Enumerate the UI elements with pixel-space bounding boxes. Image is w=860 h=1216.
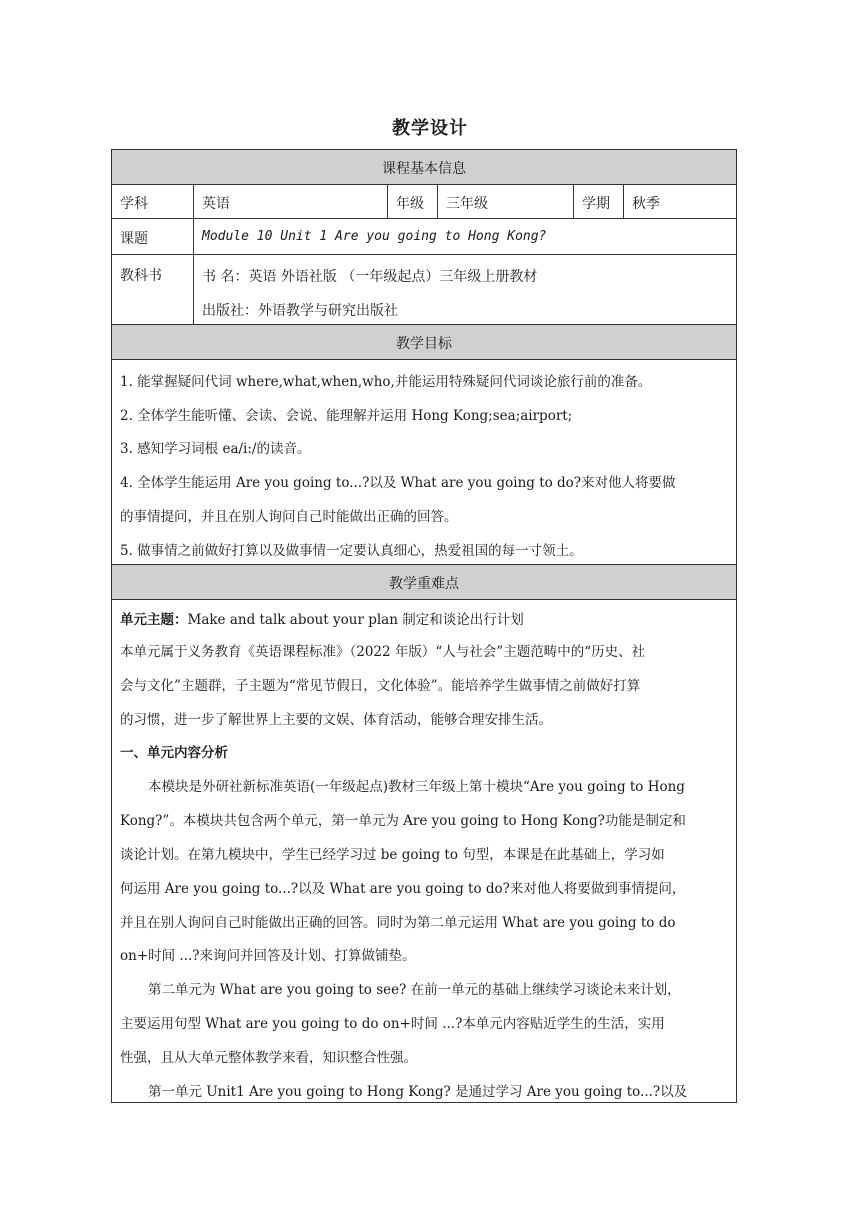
keypoints-body: [112, 600, 736, 1102]
info-row-topic: [112, 219, 736, 255]
body-line: 会与文化”主题群，子主题为“常见节假日，文化体验”。能培养学生做事情之前做好打算: [120, 678, 641, 694]
term-label: 学期: [582, 196, 610, 212]
grade-label: 年级: [396, 196, 424, 212]
analysis-line: 并且在别人询问自己时能做出正确的回答。同时为第二单元运用 What are you going to do: [120, 915, 676, 931]
section-keypoints-title: 教学重难点: [389, 576, 459, 592]
analysis-line: Kong?”。本模块共包含两个单元，第一单元为 Are you going to Hong Kong?功能是制定和: [120, 813, 686, 829]
textbook-label: 教科书: [120, 268, 162, 284]
goal-item: 4. 全体学生能运用 Are you going to...?以及 What are you going to do?来对他人将要做: [120, 475, 676, 491]
body-line: 本单元属于义务教育《英语课程标准》（2022 年版）“人与社会”主题范畴中的“历史、社: [120, 644, 646, 660]
analysis-heading: 一、单元内容分析: [120, 745, 228, 761]
goal-item: 5. 做事情之前做好打算以及做事情一定要认真细心，热爱祖国的每一寸领土。: [120, 543, 583, 559]
body-line: 的习惯，进一步了解世界上主要的文娱、体育活动，能够合理安排生活。: [120, 712, 552, 728]
analysis-line: 本模块是外研社新标准英语(一年级起点)教材三年级上第十模块“Are you going to Hong: [148, 779, 685, 795]
goals-block: [112, 360, 736, 565]
goal-item: 的事情提问，并且在别人询问自己时能做出正确的回答。: [120, 509, 458, 525]
unit-theme-label: 单元主题：: [120, 612, 188, 628]
textbook-name: 书 名：英语 外语社版 （一年级起点）三年级上册教材: [202, 269, 538, 285]
unit-theme-text: Make and talk about your plan 制定和谈论出行计划: [187, 612, 524, 628]
analysis-line: on+时间 ...?来询问并回答及计划、打算做铺垫。: [120, 948, 416, 964]
goals-header: [112, 325, 736, 360]
section-basic-title: 课程基本信息: [382, 161, 466, 177]
analysis-line: 性强，且从大单元整体教学来看，知识整合性强。: [120, 1050, 417, 1066]
analysis-line: 谈论计划。在第九模块中，学生已经学习过 be going to 句型，本课是在此基础上，学习如: [120, 847, 665, 863]
grade-value: 三年级: [446, 196, 488, 212]
lesson-plan-table: [111, 149, 737, 1103]
topic-value: Module 10 Unit 1 Are you going to Hong Kong?: [202, 229, 547, 244]
analysis-line: 何运用 Are you going to...?以及 What are you going to do?来对他人将要做到事情提问，: [120, 881, 686, 897]
page-title: 教学设计: [392, 118, 468, 139]
textbook-publisher: 出版社：外语教学与研究出版社: [202, 303, 398, 319]
basic-info-header: [112, 150, 736, 185]
topic-label: 课题: [120, 231, 148, 247]
subject-value: 英语: [202, 196, 230, 212]
subject-label: 学科: [120, 196, 148, 212]
info-row-textbook: [112, 255, 736, 325]
section-goals-title: 教学目标: [396, 336, 452, 352]
analysis-line: 主要运用句型 What are you going to do on+时间 ...?本单元内容贴近学生的生活，实用: [120, 1016, 665, 1032]
unit-theme: [120, 608, 524, 628]
goal-item: 2. 全体学生能听懂、会读、会说、能理解并运用 Hong Kong;sea;airport;: [120, 408, 573, 424]
goal-item: 3. 感知学习词根 ea/i:/的读音。: [120, 441, 311, 457]
info-row-subject: [112, 185, 736, 219]
analysis-line: 第二单元为 What are you going to see? 在前一单元的基础上继续学习谈论未来计划，: [148, 982, 681, 998]
goal-item: 1. 能掌握疑问代词 where,what,when,who,并能运用特殊疑问代词谈论旅行前的准备。: [120, 374, 652, 390]
term-value: 秋季: [632, 196, 660, 212]
keypoints-header: [112, 565, 736, 600]
analysis-line: 第一单元 Unit1 Are you going to Hong Kong? 是通过学习 Are you going to...?以及: [148, 1084, 688, 1100]
